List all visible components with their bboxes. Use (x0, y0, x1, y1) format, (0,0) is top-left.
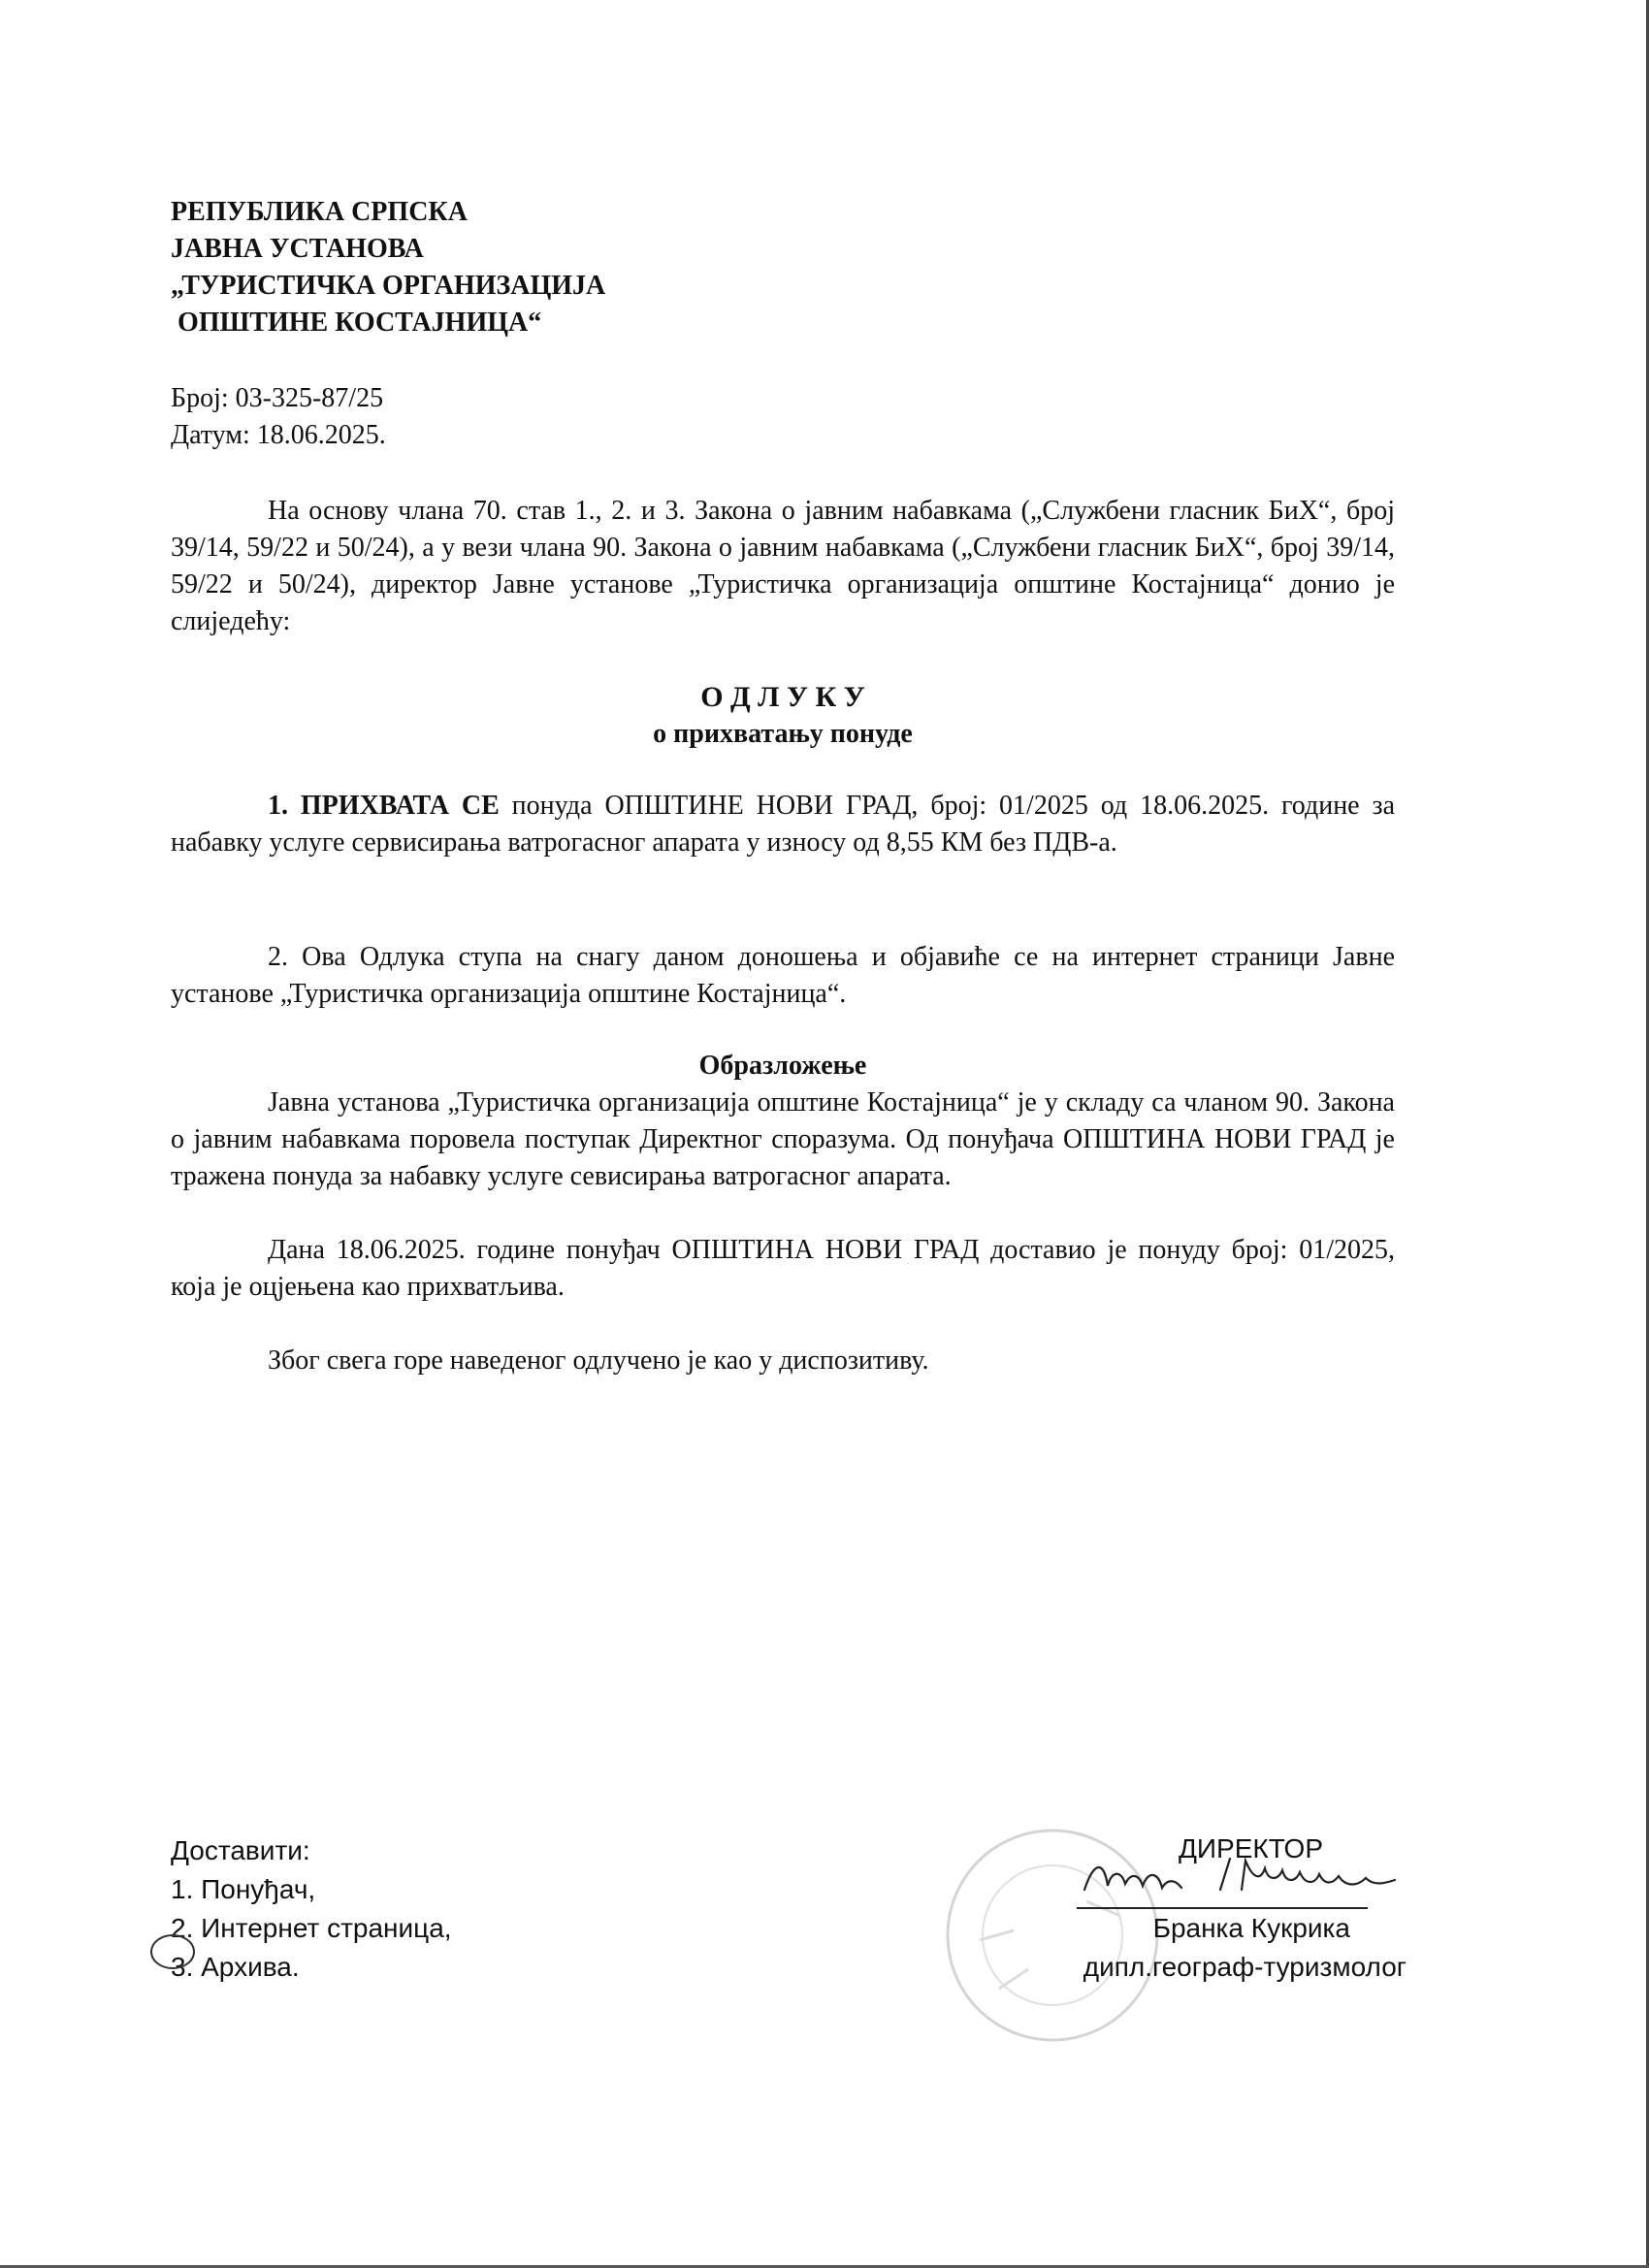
institution-header (171, 194, 605, 341)
item-1-text: понуда ОПШТИНЕ НОВИ ГРАД, број: 01/2025 од 18.06.2025. године за набавку услуге сервисирања ватрогасног апарата у износу од 8,55 КМ без ПДВ-а. (171, 791, 1396, 858)
signature-line (1077, 1868, 1368, 1909)
signatory-title: ДИРЕКТОР (1178, 1833, 1323, 1863)
header-line-1: РЕПУБЛИКА СРПСКА (171, 197, 468, 227)
reasoning-paragraph-1: Јавна установа „Туристичка организација општине Костајница“ је у складу са чланом 90. Закона о јавним набавкама поровела поступак Директног споразума. Од понуђача ОПШТИНА НОВИ ГРАД је тражена понуда за набавку услуге севисирања ватрогасног апарата. (171, 1087, 1395, 1191)
signatory-name: Бранка Кукрика (1152, 1913, 1350, 1943)
decision-item-2: 2. Ова Одлука ступа на снагу даном доношења и објавиће се на интернет страници Јавне установе „Туристичка организација општине Костајница“. (171, 942, 1395, 1009)
header-line-3: „ТУРИСТИЧКА ОРГАНИЗАЦИЈА (171, 271, 606, 301)
header-line-2: ЈАВНА УСТАНОВА (171, 234, 424, 264)
decision-title: О Д Л У К У (700, 681, 865, 713)
signatory-position: дипл.географ-туризмолог (1083, 1952, 1406, 1982)
item-1-bold: 1. ПРИХВАТА СЕ (268, 791, 500, 821)
header-line-4: ОПШТИНЕ КОСТАЈНИЦА“ (171, 308, 542, 338)
document-date: Датум: 18.06.2025. (171, 420, 386, 450)
delivery-item: 3. Архива. (171, 1952, 300, 1982)
document-meta (171, 380, 386, 454)
signature-block (999, 1830, 1406, 1987)
document-number: Број: 03-325-87/25 (171, 383, 384, 413)
reasoning-paragraph-2: Дана 18.06.2025. године понуђач ОПШТИНА НОВИ ГРАД доставио је понуду број: 01/2025, која је оцјењена као прихватљива. (171, 1235, 1395, 1302)
reasoning-paragraph-3: Због свега горе наведеног одлучено је као у диспозитиву. (268, 1345, 929, 1376)
delivery-item: 2. Интернет страница, (171, 1913, 452, 1943)
delivery-item: 1. Понуђач, (171, 1874, 316, 1904)
delivery-label: Доставити: (171, 1835, 310, 1865)
reasoning-title: Образложење (698, 1051, 867, 1081)
decision-item-1 (171, 788, 1395, 861)
delivery-list (171, 1831, 452, 1987)
preamble-paragraph: На основу члана 70. став 1., 2. и 3. Закона о јавним набавкама („Службени гласник БиХ“, број 39/14, 59/22 и 50/24), а у вези члана 90. Закона о јавним набавкама („Службени гласник БиХ“, број 39/14, 59/22 и 50/24), директор Јавне установе „Туристичка организација општине Костајница“ донио је слиједећу: (171, 496, 1395, 636)
decision-subtitle: о прихватању понуде (653, 719, 913, 749)
